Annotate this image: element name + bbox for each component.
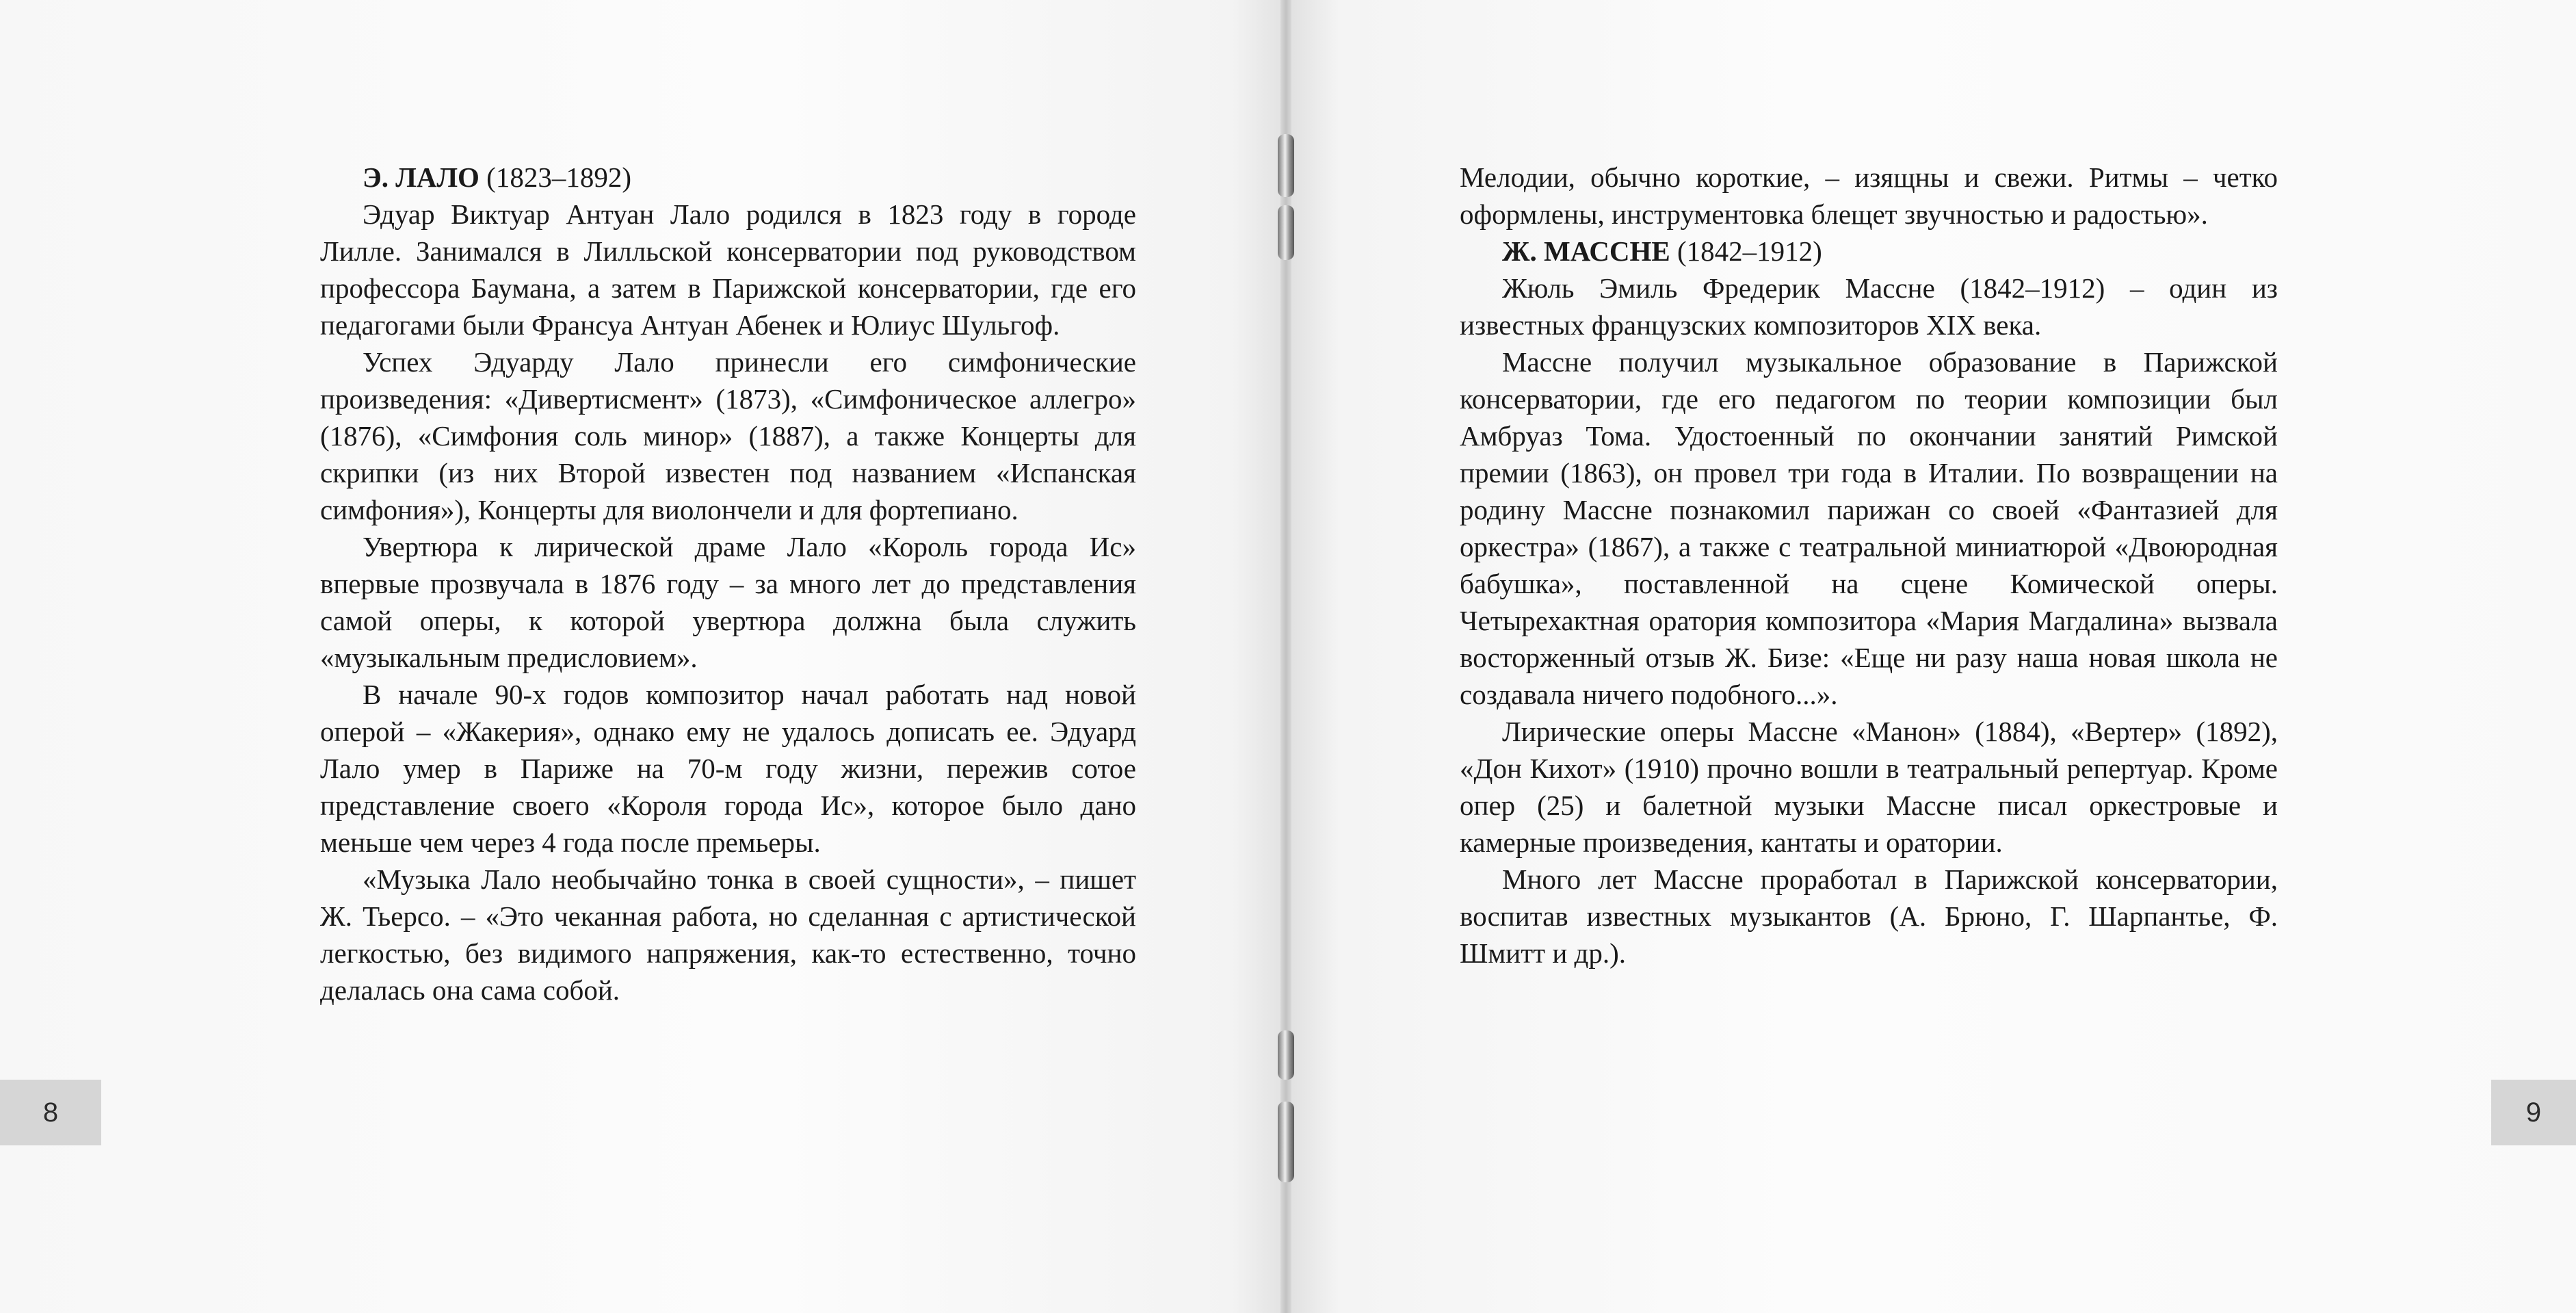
staple-bottom xyxy=(1278,1102,1294,1182)
left-text-column xyxy=(320,159,1136,1009)
staple-top xyxy=(1278,134,1294,197)
massenet-heading xyxy=(1460,233,2278,270)
staple-top-lower xyxy=(1278,205,1294,260)
paragraph: Жюль Эмиль Фредерик Массне (1842–1912) – один из известных французских композиторов XIX века. xyxy=(1460,272,2278,341)
paragraph: Увертюра к лирической драме Лало «Король города Ис» впервые прозвучала в 1876 году – за много лет до представления самой оперы, к которой увертюра должна была служить «музыкальным предисловием». xyxy=(320,531,1136,673)
paragraph: Успех Эдуарду Лало принесли его симфонические произведения: «Дивертисмент» (1873), «Симфоническое аллегро» (1876), «Симфония соль минор» (1887), а также Концерты для скрипки (из них Второй известен под названием «Испанская симфония»), Концерты для виолончели и для фортепиано. xyxy=(320,346,1136,525)
lalo-heading xyxy=(320,159,1136,196)
page-number-right: 9 xyxy=(2491,1080,2576,1145)
paragraph: В начале 90-х годов композитор начал работать над новой оперой – «Жакерия», однако ему не удалось дописать ее. Эдуард Лало умер в Париже на 70-м году жизни, пережив сотое представление своего «Короля города Ис», которое было дано меньше чем через 4 года после премьеры. xyxy=(320,679,1136,858)
lalo-heading-dates: (1823–1892) xyxy=(486,161,631,193)
paragraph: Лирические оперы Массне «Манон» (1884), «Вертер» (1892), «Дон Кихот» (1910) прочно вошли в театральный репертуар. Кроме опер (25) и балетной музыки Массне писал оркестровые и камерные произведения, кантаты и оратории. xyxy=(1460,716,2278,858)
page-number-left: 8 xyxy=(0,1080,101,1145)
paragraph: Эдуар Виктуар Антуан Лало родился в 1823 году в городе Лилле. Занимался в Лилльской консерватории под руководством профессора Баумана, а затем в Парижской консерватории, где его педагогами были Франсуа Антуан Абенек и Юлиус Шульгоф. xyxy=(320,198,1136,341)
paragraph: Массне получил музыкальное образование в Парижской консерватории, где его педагогом по теории композиции был Амбруаз Тома. Удостоенный по окончании занятий Римской премии (1863), он провел три года в Италии. По возвращении на родину Массне познакомил парижан со своей «Фантазией для оркестра» (1867), а также с театральной миниатюрой «Двоюродная бабушка», поставленной на сцене Комической оперы. Четырехактная оратория композитора «Мария Магдалина» вызвала восторженный отзыв Ж. Бизе: «Еще ни разу наша новая школа не создавала ничего подобного...». xyxy=(1460,346,2278,710)
right-text-column xyxy=(1460,159,2278,972)
paragraph: «Музыка Лало необычайно тонка в своей сущности», – пишет Ж. Тьерсо. – «Это чеканная работа, но сделанная с артистической легкостью, без видимого напряжения, как-то естественно, точно делалась она сама собой. xyxy=(320,863,1136,1006)
massenet-heading-dates: (1842–1912) xyxy=(1677,235,1822,267)
continuation-paragraph: Мелодии, обычно короткие, – изящны и свежи. Ритмы – четко оформлены, инструментовка блещет звучностью и радостью». xyxy=(1460,161,2278,230)
paragraph: Много лет Массне проработал в Парижской консерватории, воспитав известных музыкантов (А. Брюно, Г. Шарпантье, Ф. Шмитт и др.). xyxy=(1460,863,2278,969)
massenet-heading-name: Ж. МАССНЕ xyxy=(1502,235,1670,267)
left-page xyxy=(0,0,1284,1313)
lalo-heading-name: Э. ЛАЛО xyxy=(363,161,479,193)
staple-bottom-upper xyxy=(1278,1030,1294,1080)
